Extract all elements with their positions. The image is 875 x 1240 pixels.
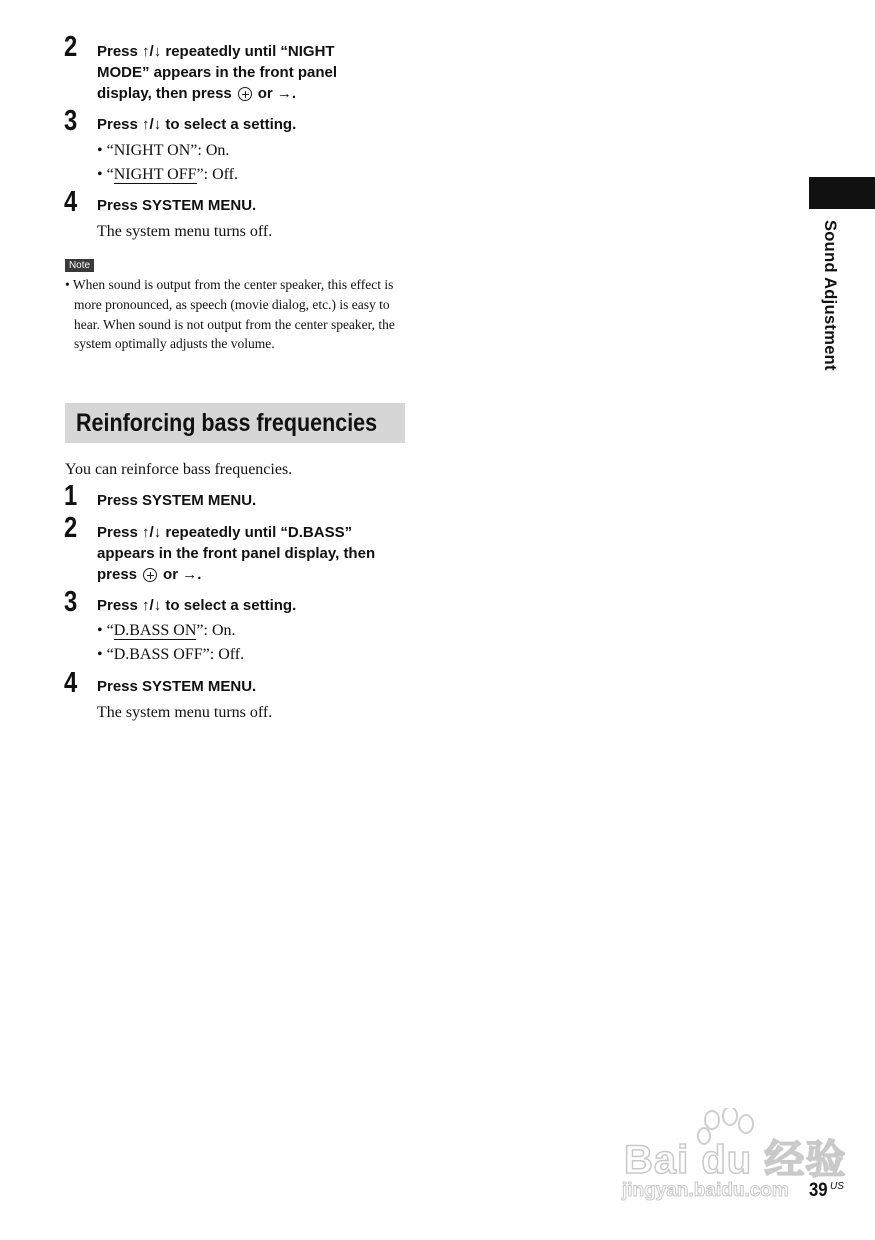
step-number: 2 (64, 512, 77, 544)
option-item: • “D.BASS OFF”: Off. (97, 646, 245, 663)
note-text: • When sound is output from the center speaker, this effect is more pronounced, as speech (movie dialog, etc.) is easy to hear. When sound is not output from the center speaker, the system optimally adjusts the volume. (65, 277, 395, 352)
step-text: Press ↑/↓ to select a setting. (97, 116, 297, 133)
step-result: The system menu turns off. (97, 223, 273, 240)
step-number: 1 (64, 480, 77, 512)
step-result: The system menu turns off. (97, 704, 273, 721)
step-text-end: or →. (163, 566, 202, 583)
page-number: 39 (809, 1180, 828, 1201)
step-text-main: Press ↑/↓ repeatedly until “D.BASS” appears in the front panel display, then press (97, 524, 376, 583)
step-text: Press SYSTEM MENU. (97, 492, 257, 509)
option-value-default: D.BASS ON (113, 622, 197, 639)
step-number: 4 (64, 186, 77, 218)
step-text (97, 522, 407, 585)
section-heading (65, 403, 405, 443)
section-intro: You can reinforce bass frequencies. (65, 461, 293, 478)
enter-button-icon (143, 568, 157, 582)
option-value: D.BASS OFF (113, 646, 203, 663)
option-item: • “NIGHT OFF”: Off. (97, 166, 238, 183)
step-text (97, 41, 387, 104)
note-badge: Note (65, 259, 94, 272)
step-number: 3 (64, 105, 77, 137)
step-text: Press SYSTEM MENU. (97, 678, 257, 695)
step-number: 2 (64, 31, 77, 63)
step-number: 3 (64, 586, 77, 618)
section-title: Reinforcing bass frequencies (76, 409, 378, 437)
step-text: Press ↑/↓ to select a setting. (97, 597, 297, 614)
step-text-main: Press ↑/↓ repeatedly until “NIGHT MODE” appears in the front panel display, then press (97, 43, 338, 102)
option-item: • “NIGHT ON”: On. (97, 142, 230, 159)
chapter-side-label: Sound Adjustment (821, 220, 839, 371)
step-text-end: or →. (257, 85, 297, 102)
chapter-tab-marker (809, 177, 875, 209)
page-region-suffix: US (830, 1181, 844, 1192)
option-value-default: NIGHT OFF (113, 166, 197, 183)
option-item: • “D.BASS ON”: On. (97, 622, 236, 639)
step-number: 4 (64, 667, 77, 699)
step-text: Press SYSTEM MENU. (97, 197, 257, 214)
watermark-url: jingyan.baidu.com (622, 1180, 789, 1201)
option-value: NIGHT ON (113, 142, 191, 159)
enter-button-icon (238, 87, 252, 101)
watermark-brand: Bai du 经验 (624, 1138, 847, 1182)
